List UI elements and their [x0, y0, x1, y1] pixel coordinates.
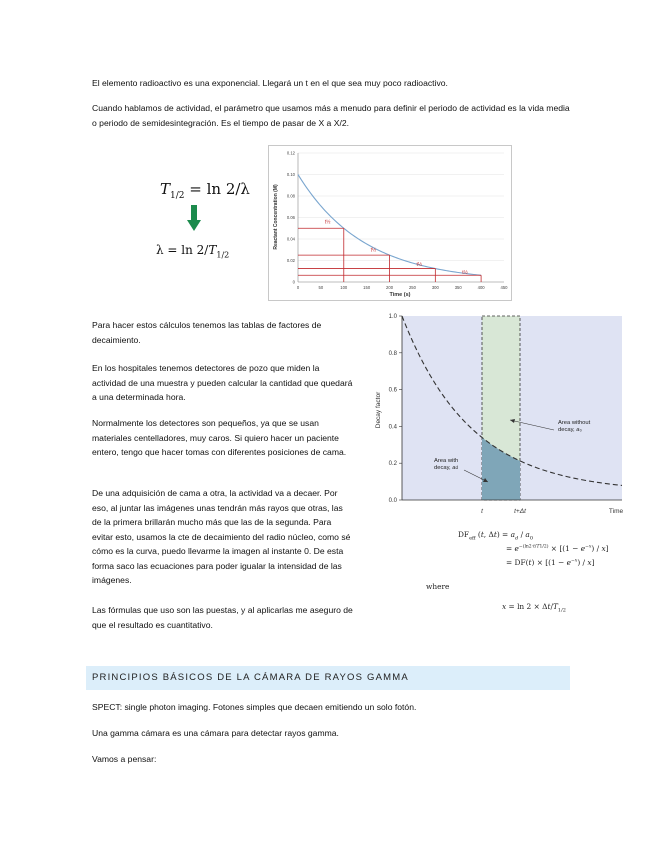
half-life-label: t½ — [416, 261, 423, 268]
section-heading-bar — [86, 666, 570, 690]
y-tick-label: 0.02 — [286, 258, 295, 263]
intro-paragraph: El elemento radioactivo es una exponencial. Llegará un t en el que sea muy poco radioactivo. — [92, 78, 448, 88]
spect-paragraph: SPECT: single photon imaging. Fotones simples que decaen emitiendo un solo fotón. — [92, 702, 417, 712]
y-tick-label: 0.4 — [388, 424, 397, 431]
equation-line-2: = $e^{-(ln2\cdot t/T1/2)} \times [(1 - e^{-x}) / x]$ — [506, 544, 609, 553]
x-tick-label: 50 — [318, 285, 324, 290]
equation-line-3: = $DF(t) \times [(1 - e^{-x}) / x]$ — [506, 558, 595, 567]
y-tick-label: 0.08 — [286, 193, 295, 199]
x-axis-label: Time — [608, 508, 624, 515]
x-tick-label: 400 — [477, 285, 485, 290]
x-mark-t: t — [481, 508, 483, 515]
x-axis-label: Time (s) — [389, 292, 411, 298]
y-tick-label: 0.04 — [286, 236, 295, 242]
x-tick-label: 250 — [408, 285, 416, 290]
concentration-chart — [268, 145, 512, 301]
lambda-formula: $\lambda = \ln 2/T_{1/2}$ — [156, 243, 230, 260]
y-axis-label: Decay factor — [375, 391, 382, 429]
half-life-label: t½ — [462, 269, 468, 276]
y-tick-label: 0.8 — [388, 350, 397, 357]
half-life-label: t½ — [324, 219, 331, 226]
annotation-area-without-decay: Area without decay, a₀ — [558, 420, 591, 433]
y-tick-label: 0.2 — [388, 461, 397, 468]
x-tick-label: 150 — [363, 285, 371, 290]
x-tick-label: 100 — [340, 285, 348, 290]
vamos-paragraph: Vamos a pensar: — [92, 754, 157, 764]
half-life-paragraph: Cuando hablamos de actividad, el parámetro que usamos más a menudo para definir el periodo de actividad es la vida media o periodo de semidesintegración. Es el tiempo de pasar de X a X/2. — [92, 103, 570, 128]
y-tick-label: 0.6 — [388, 387, 397, 394]
bed-acquisition-paragraph: De una adquisición de cama a otra, la actividad va a decaer. Por eso, al juntar las imágenes unas tendrán más rayos que otras, las de la primera brillarán mucho más que las de la segunda. Para evitar esto, usamos la cte de decaimiento del radio núcleo, como sé cómo es la curva, puedo llevarme la imagen al instante 0. De esta forma saco las ecuaciones para poder igualar la intensidad de las imágenes. — [92, 488, 351, 585]
half-life-formula: $T_{1/2} = \ln 2/\lambda$ — [160, 180, 250, 201]
x-tick-label: 350 — [454, 285, 462, 290]
gamma-camera-paragraph: Una gamma cámara es una cámara para detectar rayos gamma. — [92, 728, 339, 738]
y-tick-label: 0.06 — [286, 215, 295, 220]
decay-tables-paragraph: Para hacer estos cálculos tenemos las tablas de factores de decaimiento. — [92, 320, 322, 345]
well-detectors-paragraph: En los hospitales tenemos detectores de pozo que miden la actividad de una muestra y pueden calcular la cantidad que quedará a una determinada hora. — [92, 363, 353, 402]
x-tick-label: 450 — [500, 285, 508, 290]
down-arrow-icon — [187, 205, 201, 236]
y-tick-label: 0 — [292, 279, 295, 285]
annotation-area-with-decay: Area with decay, ad — [434, 458, 459, 471]
x-tick-label: 200 — [386, 285, 394, 290]
formulas-paragraph: Las fórmulas que uso son las puestas, y al aplicarlas me aseguro de que el resultado es cuantitativo. — [92, 605, 353, 630]
x-mark-t-dt: t+Δt — [514, 508, 526, 515]
y-tick-label: 0.0 — [388, 498, 397, 504]
x-tick-label: 300 — [431, 285, 439, 290]
equation-line-1: $DF_{eff}$ (t, $\Delta t) = a_d / a_0$ — [458, 530, 534, 542]
y-tick-label: 0.12 — [286, 150, 295, 156]
y-tick-label: 0.10 — [286, 172, 295, 177]
section-heading: PRINCIPIOS BÁSICOS DE LA CÁMARA DE RAYOS GAMMA — [92, 672, 409, 683]
y-axis-label: Reactant Concentration (M) — [273, 184, 279, 250]
equation-x-definition: $x = \ln 2 \times \Delta t/T_{1/2}$ — [502, 602, 566, 614]
half-life-label: t½ — [370, 247, 377, 254]
equation-where: where — [426, 582, 450, 591]
x-tick-label: 0 — [296, 285, 300, 290]
y-tick-label: 1.0 — [388, 314, 397, 320]
decay-factor-chart — [360, 310, 630, 522]
detector-size-paragraph: Normalmente los detectores son pequeños, ya que se usan materiales centelladores, muy caros. Si quiero hacer un paciente entero, tengo que hacer tomas con diferentes posiciones de cama. — [92, 418, 347, 457]
